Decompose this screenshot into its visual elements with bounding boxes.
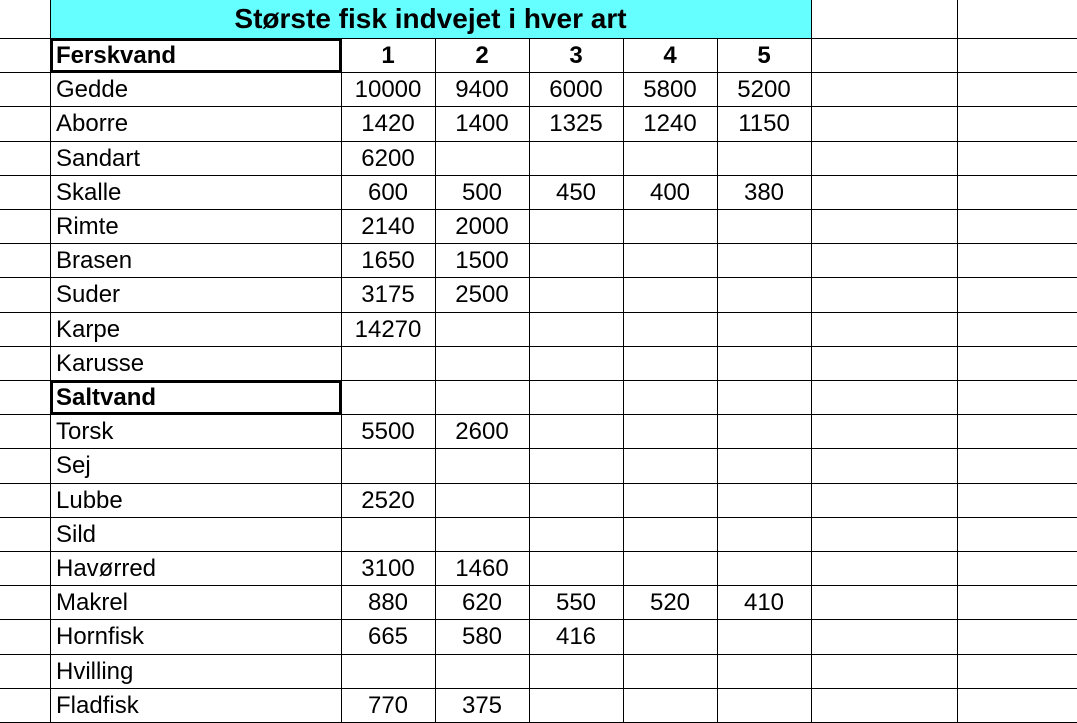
value-cell[interactable] [623, 313, 717, 347]
value-cell[interactable] [529, 689, 623, 723]
empty-cell[interactable] [811, 73, 957, 107]
value-cell[interactable] [341, 449, 435, 483]
value-cell[interactable]: 2520 [361, 486, 415, 514]
value-cell[interactable] [529, 313, 623, 347]
value-cell[interactable]: 416 [555, 623, 597, 651]
empty-cell[interactable] [811, 313, 957, 347]
value-cell[interactable] [717, 278, 811, 312]
value-cell[interactable] [717, 689, 811, 723]
value-cell[interactable] [717, 381, 811, 415]
empty-cell[interactable] [811, 142, 957, 176]
fish-name-cell[interactable]: Skalle [56, 178, 122, 206]
value-cell[interactable] [529, 210, 623, 244]
value-cell[interactable] [717, 655, 811, 689]
value-cell[interactable]: 665 [367, 623, 409, 651]
fish-name-cell[interactable]: Rimte [56, 213, 119, 241]
value-cell[interactable]: 3100 [361, 555, 415, 583]
empty-cell[interactable] [957, 518, 1077, 552]
fish-name-cell[interactable]: Sej [56, 452, 91, 480]
value-cell[interactable]: 1420 [361, 110, 415, 138]
empty-cell[interactable] [811, 449, 957, 483]
row-header-cell[interactable] [0, 620, 50, 654]
row-header-cell[interactable] [0, 689, 50, 723]
value-cell[interactable] [623, 552, 717, 586]
value-cell[interactable]: 1400 [455, 110, 509, 138]
value-cell[interactable] [623, 381, 717, 415]
value-cell[interactable]: 550 [555, 589, 597, 617]
value-cell[interactable]: 2500 [455, 281, 509, 309]
value-cell[interactable] [529, 415, 623, 449]
grid-row-line [0, 619, 1077, 620]
fish-name-cell[interactable]: Karusse [56, 349, 145, 377]
empty-cell[interactable] [957, 107, 1077, 141]
row-header-cell[interactable] [0, 449, 50, 483]
section-label[interactable]: Ferskvand [56, 42, 177, 70]
grid-row-line [0, 312, 1077, 313]
empty-cell[interactable] [957, 586, 1077, 620]
value-cell[interactable] [717, 449, 811, 483]
column-header-cell[interactable]: 3 [569, 42, 583, 70]
row-header-cell[interactable] [0, 39, 50, 73]
value-cell[interactable] [435, 484, 529, 518]
value-cell[interactable] [623, 449, 717, 483]
fish-name-cell[interactable]: Havørred [56, 555, 157, 583]
grid-row-line [0, 654, 1077, 655]
empty-cell[interactable] [811, 176, 957, 210]
grid-column-line [529, 38, 530, 722]
value-cell[interactable]: 1460 [455, 555, 509, 583]
value-cell[interactable]: 2000 [455, 213, 509, 241]
value-cell[interactable]: 14270 [354, 315, 422, 343]
fish-name-cell[interactable]: Torsk [56, 418, 114, 446]
column-header-cell[interactable]: 2 [475, 42, 489, 70]
grid-row-line [0, 517, 1077, 518]
value-cell[interactable] [623, 484, 717, 518]
grid-column-line [623, 38, 624, 722]
fish-name-cell[interactable]: Lubbe [56, 486, 123, 514]
value-cell[interactable]: 770 [367, 691, 409, 719]
value-cell[interactable] [717, 347, 811, 381]
row-header-cell[interactable] [0, 244, 50, 278]
empty-cell[interactable] [957, 244, 1077, 278]
row-header-cell[interactable] [0, 518, 50, 552]
value-cell[interactable]: 410 [743, 589, 785, 617]
value-cell[interactable]: 580 [461, 623, 503, 651]
fish-name-cell[interactable]: Suder [56, 281, 121, 309]
grid-row-line [0, 688, 1077, 689]
grid-row-line [0, 346, 1077, 347]
value-cell[interactable] [623, 347, 717, 381]
value-cell[interactable] [529, 347, 623, 381]
fish-name-cell[interactable]: Aborre [56, 110, 129, 138]
value-cell[interactable] [717, 142, 811, 176]
value-cell[interactable]: 1240 [643, 110, 697, 138]
row-header-cell[interactable] [0, 347, 50, 381]
value-cell[interactable] [341, 518, 435, 552]
row-header-cell[interactable] [0, 586, 50, 620]
empty-cell[interactable] [957, 210, 1077, 244]
empty-cell[interactable] [957, 689, 1077, 723]
grid-column-line [957, 0, 958, 722]
grid-row-line [0, 243, 1077, 244]
empty-cell[interactable] [811, 484, 957, 518]
row-header-cell[interactable] [0, 655, 50, 689]
value-cell[interactable] [435, 655, 529, 689]
value-cell[interactable] [717, 518, 811, 552]
value-cell[interactable] [529, 449, 623, 483]
value-cell[interactable]: 1150 [738, 110, 790, 138]
grid-column-line [50, 0, 51, 722]
row-header-cell[interactable] [0, 107, 50, 141]
value-cell[interactable]: 520 [649, 589, 691, 617]
value-cell[interactable] [623, 655, 717, 689]
value-cell[interactable] [717, 313, 811, 347]
value-cell[interactable] [435, 381, 529, 415]
fish-name-cell[interactable]: Hvilling [56, 657, 134, 685]
value-cell[interactable] [529, 552, 623, 586]
value-cell[interactable]: 375 [461, 691, 503, 719]
value-cell[interactable] [529, 278, 623, 312]
grid-row-line [0, 551, 1077, 552]
value-cell[interactable] [623, 415, 717, 449]
fish-name-cell[interactable]: Karpe [56, 315, 121, 343]
empty-cell[interactable] [811, 620, 957, 654]
value-cell[interactable]: 880 [367, 589, 409, 617]
empty-cell[interactable] [811, 278, 957, 312]
empty-cell[interactable] [957, 552, 1077, 586]
fish-name-cell[interactable]: Hornfisk [56, 623, 145, 651]
value-cell[interactable] [717, 484, 811, 518]
value-cell[interactable] [341, 347, 435, 381]
fish-name-cell[interactable]: Sandart [56, 144, 141, 172]
empty-cell[interactable] [957, 449, 1077, 483]
row-header-cell[interactable] [0, 484, 50, 518]
value-cell[interactable] [435, 449, 529, 483]
value-cell[interactable]: 6200 [361, 144, 415, 172]
section-label[interactable]: Saltvand [56, 384, 157, 412]
empty-cell[interactable] [811, 107, 957, 141]
value-cell[interactable] [435, 347, 529, 381]
value-cell[interactable] [717, 552, 811, 586]
value-cell[interactable]: 450 [555, 178, 597, 206]
value-cell[interactable]: 1325 [549, 110, 603, 138]
value-cell[interactable]: 2600 [455, 418, 509, 446]
value-cell[interactable] [623, 689, 717, 723]
empty-cell[interactable] [811, 552, 957, 586]
row-header-cell[interactable] [0, 0, 50, 38]
grid-row-line [0, 175, 1077, 176]
empty-cell[interactable] [811, 39, 957, 73]
value-cell[interactable]: 5500 [361, 418, 415, 446]
value-cell[interactable]: 500 [461, 178, 503, 206]
column-header-cell[interactable]: 5 [757, 42, 771, 70]
value-cell[interactable] [623, 210, 717, 244]
row-header-cell[interactable] [0, 415, 50, 449]
empty-cell[interactable] [957, 415, 1077, 449]
empty-cell[interactable] [957, 142, 1077, 176]
value-cell[interactable] [529, 655, 623, 689]
row-header-cell[interactable] [0, 176, 50, 210]
value-cell[interactable] [529, 518, 623, 552]
row-header-cell[interactable] [0, 73, 50, 107]
row-header-cell[interactable] [0, 552, 50, 586]
value-cell[interactable] [529, 381, 623, 415]
sheet-title[interactable]: Største fisk indvejet i hver art [50, 0, 811, 38]
value-cell[interactable] [717, 210, 811, 244]
grid-column-line [811, 0, 812, 722]
row-header-cell[interactable] [0, 210, 50, 244]
fish-name-cell[interactable]: Sild [56, 520, 97, 548]
value-cell[interactable]: 1500 [455, 247, 509, 275]
empty-cell[interactable] [811, 381, 957, 415]
value-cell[interactable] [623, 142, 717, 176]
grid-row-line [0, 106, 1077, 107]
column-header-cell[interactable]: 4 [663, 42, 677, 70]
empty-cell[interactable] [811, 689, 957, 723]
fish-name-cell[interactable]: Gedde [56, 76, 129, 104]
selected-cell-border [50, 380, 342, 415]
value-cell[interactable] [623, 518, 717, 552]
value-cell[interactable] [623, 278, 717, 312]
value-cell[interactable] [717, 620, 811, 654]
empty-cell[interactable] [957, 313, 1077, 347]
value-cell[interactable] [435, 142, 529, 176]
value-cell[interactable]: 400 [649, 178, 691, 206]
row-header-cell[interactable] [0, 381, 50, 415]
grid-column-line [717, 38, 718, 722]
value-cell[interactable]: 1650 [361, 247, 415, 275]
fish-name-cell[interactable]: Makrel [56, 589, 129, 617]
value-cell[interactable]: 3175 [361, 281, 415, 309]
empty-cell[interactable] [811, 210, 957, 244]
empty-cell[interactable] [811, 347, 957, 381]
empty-cell[interactable] [957, 176, 1077, 210]
empty-cell[interactable] [811, 244, 957, 278]
value-cell[interactable]: 600 [367, 178, 409, 206]
grid-row-line [0, 141, 1077, 142]
grid-row-line [0, 483, 1077, 484]
fish-name-cell[interactable]: Fladfisk [56, 691, 139, 719]
row-header-cell[interactable] [0, 142, 50, 176]
empty-cell[interactable] [811, 655, 957, 689]
value-cell[interactable] [529, 244, 623, 278]
value-cell[interactable] [435, 518, 529, 552]
value-cell[interactable] [623, 620, 717, 654]
column-header-cell[interactable]: 1 [381, 42, 395, 70]
value-cell[interactable] [717, 415, 811, 449]
value-cell[interactable]: 380 [743, 178, 785, 206]
grid-row-line [0, 209, 1077, 210]
empty-cell[interactable] [957, 484, 1077, 518]
empty-cell[interactable] [957, 655, 1077, 689]
empty-cell[interactable] [812, 0, 957, 38]
empty-cell[interactable] [957, 381, 1077, 415]
empty-cell[interactable] [811, 415, 957, 449]
value-cell[interactable] [529, 142, 623, 176]
value-cell[interactable]: 10000 [354, 76, 422, 104]
value-cell[interactable] [717, 244, 811, 278]
empty-cell[interactable] [957, 73, 1077, 107]
empty-cell[interactable] [957, 278, 1077, 312]
row-header-cell[interactable] [0, 313, 50, 347]
empty-cell[interactable] [957, 39, 1077, 73]
value-cell[interactable]: 2140 [361, 213, 415, 241]
empty-cell[interactable] [811, 586, 957, 620]
empty-cell[interactable] [811, 518, 957, 552]
value-cell[interactable] [435, 313, 529, 347]
value-cell[interactable] [341, 655, 435, 689]
value-cell[interactable] [529, 484, 623, 518]
fish-name-cell[interactable]: Brasen [56, 247, 133, 275]
selected-cell-border [50, 38, 342, 73]
value-cell[interactable]: 6000 [549, 76, 603, 104]
empty-cell[interactable] [957, 620, 1077, 654]
value-cell[interactable]: 620 [461, 589, 503, 617]
grid-row-line [0, 448, 1077, 449]
row-header-cell[interactable] [0, 278, 50, 312]
grid-row-line [0, 277, 1077, 278]
value-cell[interactable] [623, 244, 717, 278]
value-cell[interactable]: 5800 [643, 76, 697, 104]
grid-row-line [0, 585, 1077, 586]
value-cell[interactable]: 5200 [737, 76, 791, 104]
value-cell[interactable] [341, 381, 435, 415]
empty-cell[interactable] [958, 0, 1077, 38]
grid-column-line [435, 38, 436, 722]
value-cell[interactable]: 9400 [455, 76, 509, 104]
empty-cell[interactable] [957, 347, 1077, 381]
